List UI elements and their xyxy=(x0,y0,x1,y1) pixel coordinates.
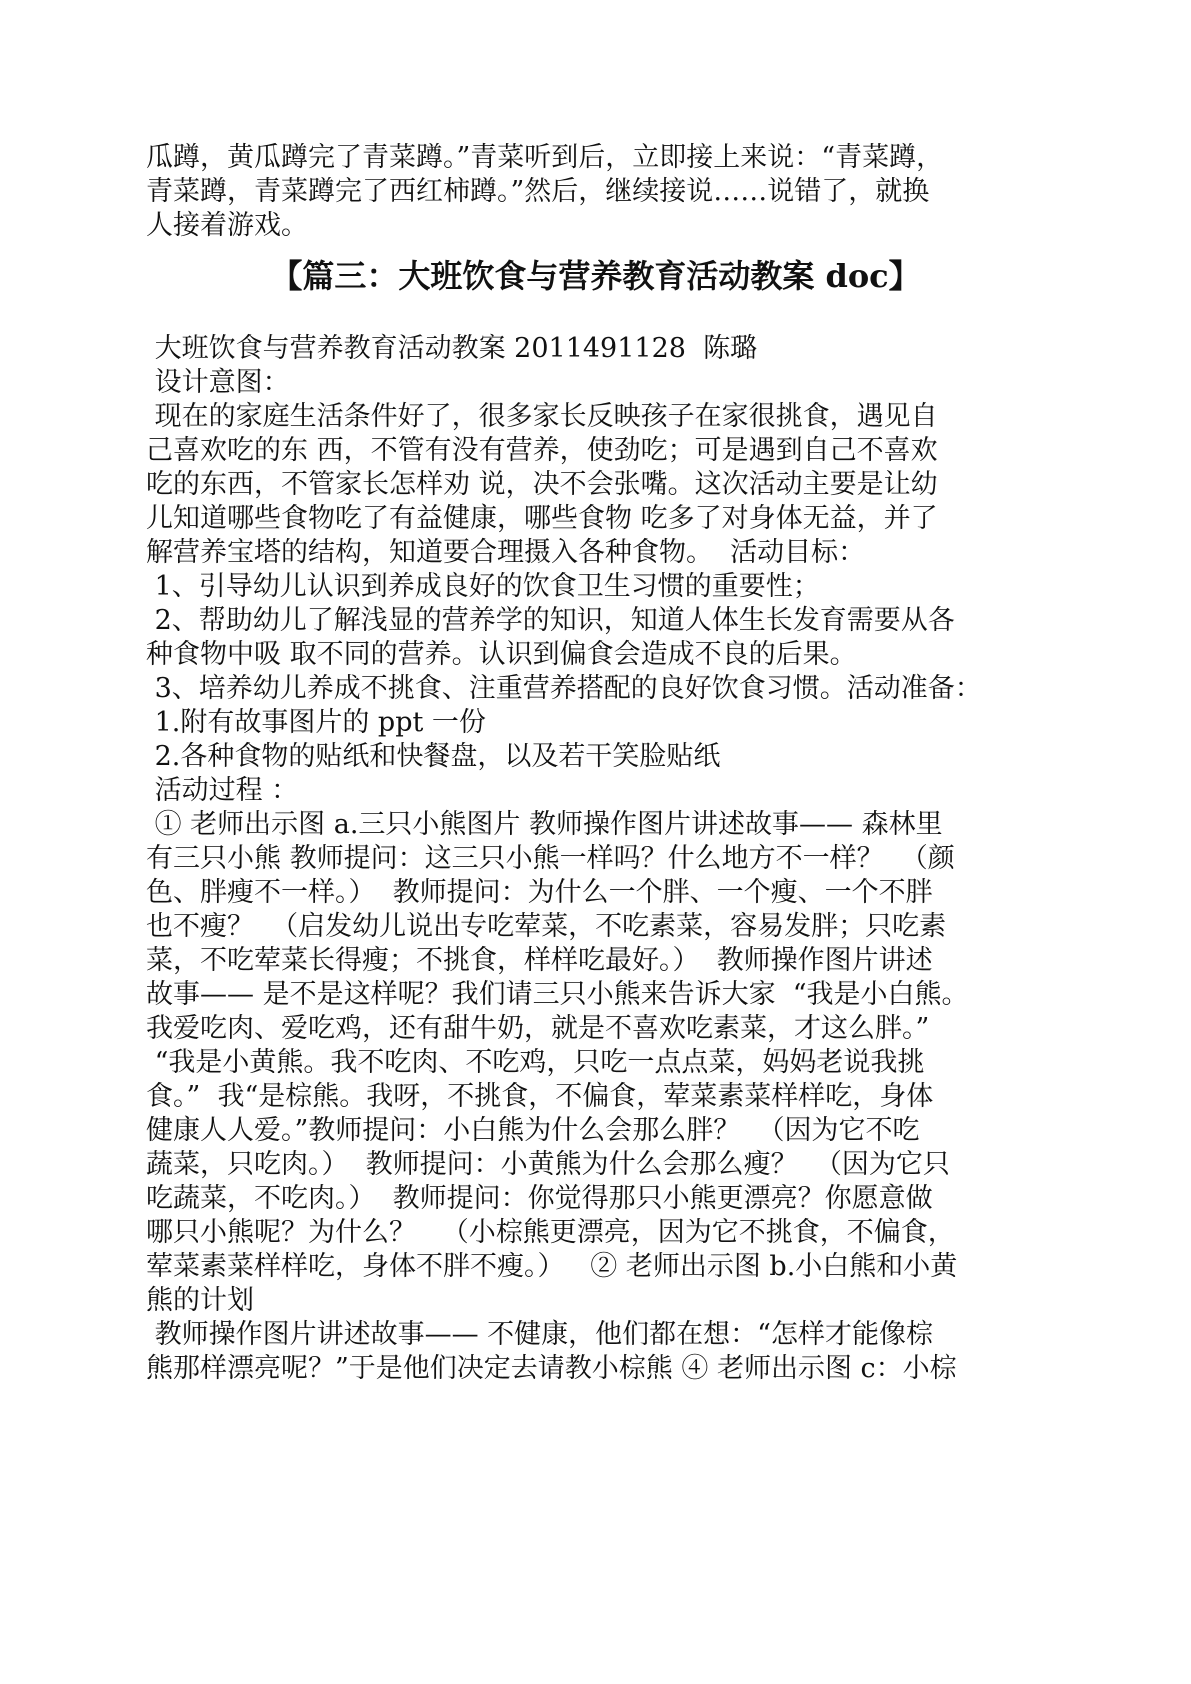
body-line: 2、帮助幼儿了解浅显的营养学的知识，知道人体生长发育需要从各 xyxy=(146,605,955,636)
body-line: 有三只小熊 教师提问：这三只小熊一样吗？什么地方不一样？ （颜 xyxy=(146,843,955,874)
body-line: 哪只小熊呢？为什么？ （小棕熊更漂亮，因为它不挑食，不偏食， xyxy=(146,1217,955,1248)
body-line: 故事—— 是不是这样呢？我们请三只小熊来告诉大家 “我是小白熊。 xyxy=(146,979,969,1010)
body-line: 我爱吃肉、爱吃鸡，还有甜牛奶，就是不喜欢吃素菜，才这么胖。” xyxy=(146,1013,930,1044)
body-line: “我是小黄熊。我不吃肉、不吃鸡，只吃一点点菜，妈妈老说我挑 xyxy=(146,1047,925,1078)
body-line: 熊的计划 xyxy=(146,1285,254,1316)
body-line: 活动过程 ： xyxy=(146,775,299,806)
intro-line: 青菜蹲，青菜蹲完了西红柿蹲。”然后，继续接说……说错了，就换 xyxy=(146,176,930,207)
section-title: 【篇三：大班饮食与营养教育活动教案 doc】 xyxy=(270,257,921,295)
body-line: 3、培养幼儿养成不挑食、注重营养搭配的良好饮食习惯。活动准备： xyxy=(146,673,982,704)
body-line: 大班饮食与营养教育活动教案 2011491128 陈璐 xyxy=(146,333,758,364)
body-line: 种食物中吸 取不同的营养。认识到偏食会造成不良的后果。 xyxy=(146,639,857,670)
body-line: 教师操作图片讲述故事—— 不健康，他们都在想：“怎样才能像棕 xyxy=(146,1319,933,1350)
body-line: 设计意图： xyxy=(146,367,290,398)
body-line: 1.附有故事图片的 ppt 一份 xyxy=(146,707,486,738)
body-line: 健康人人爱。”教师提问：小白熊为什么会那么胖？ （因为它不吃 xyxy=(146,1115,920,1146)
intro-line: 人接着游戏。 xyxy=(146,210,308,241)
body-line: 解营养宝塔的结构，知道要合理摄入各种食物。 活动目标： xyxy=(146,537,866,568)
body-line: 菜，不吃荤菜长得瘦；不挑食，样样吃最好。） 教师操作图片讲述 xyxy=(146,945,933,976)
body-line: 吃的东西，不管家长怎样劝 说，决不会张嘴。这次活动主要是让幼 xyxy=(146,469,938,500)
body-line: ① 老师出示图 a.三只小熊图片 教师操作图片讲述故事—— 森林里 xyxy=(146,809,943,840)
body-line: 色、胖瘦不一样。） 教师提问：为什么一个胖、一个瘦、一个不胖 xyxy=(146,877,933,908)
body-line: 熊那样漂亮呢？”于是他们决定去请教小棕熊 ④ 老师出示图 c：小棕 xyxy=(146,1353,957,1384)
body-line: 己喜欢吃的东 西，不管有没有营养，使劲吃；可是遇到自己不喜欢 xyxy=(146,435,938,466)
intro-line: 瓜蹲，黄瓜蹲完了青菜蹲。”青菜听到后，立即接上来说：“青菜蹲， xyxy=(146,142,944,173)
body-line: 现在的家庭生活条件好了，很多家长反映孩子在家很挑食，遇见自 xyxy=(146,401,938,432)
body-line: 荤菜素菜样样吃，身体不胖不瘦。） ② 老师出示图 b.小白熊和小黄 xyxy=(146,1251,958,1282)
body-line: 2.各种食物的贴纸和快餐盘，以及若干笑脸贴纸 xyxy=(146,741,721,772)
body-line: 蔬菜，只吃肉。） 教师提问：小黄熊为什么会那么瘦？ （因为它只 xyxy=(146,1149,950,1180)
body-line: 食。” 我“是棕熊。我呀，不挑食，不偏食，荤菜素菜样样吃，身体 xyxy=(146,1081,934,1112)
body-line: 儿知道哪些食物吃了有益健康，哪些食物 吃多了对身体无益，并了 xyxy=(146,503,938,534)
body-line: 也不瘦？ （启发幼儿说出专吃荤菜，不吃素菜，容易发胖；只吃素 xyxy=(146,911,947,942)
body-line: 吃蔬菜，不吃肉。） 教师提问：你觉得那只小熊更漂亮？你愿意做 xyxy=(146,1183,933,1214)
body-line: 1、引导幼儿认识到养成良好的饮食卫生习惯的重要性； xyxy=(146,571,820,602)
